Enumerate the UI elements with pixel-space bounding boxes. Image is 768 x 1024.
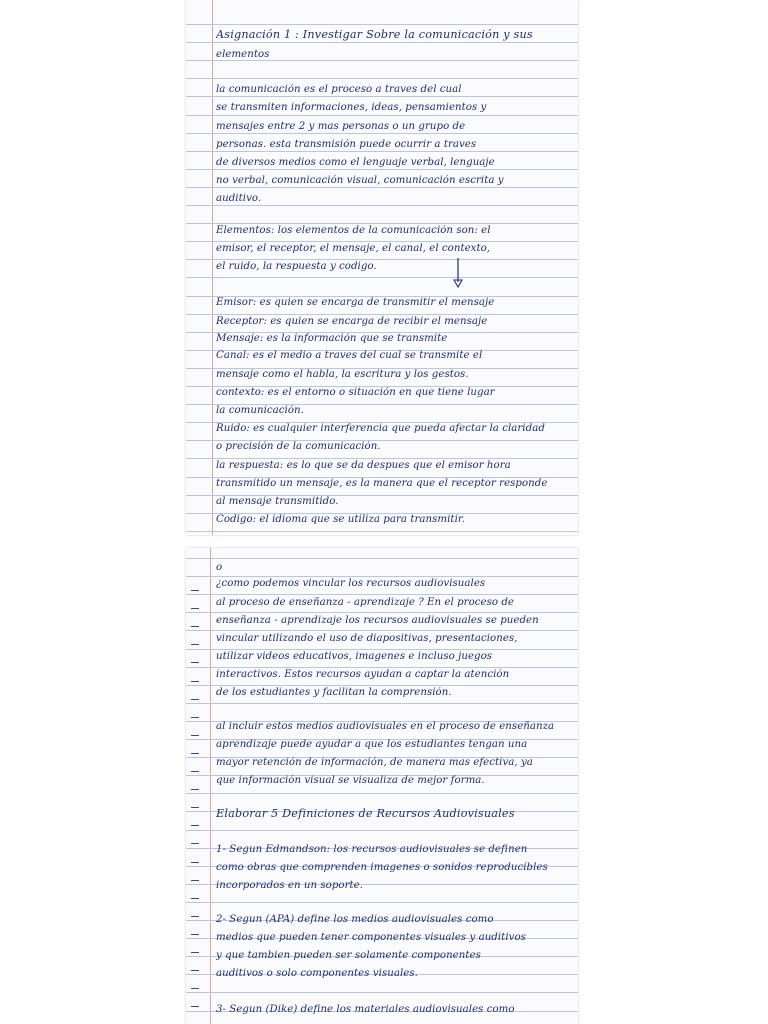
definition-line: Emisor: es quien se encarga de transmitir el mensaje [216,297,495,308]
definition-line: al mensaje transmitido. [216,496,339,507]
intro-line: mensajes entre 2 y mas personas o un grupo de [216,121,466,132]
intro-line: de diversos medios como el lenguaje verbal, lenguaje [216,157,495,168]
ruling-line [186,187,578,188]
ruling-line [186,96,578,97]
ruling-line [186,793,578,794]
assignment-title-cont: elementos [216,49,270,60]
ruling-line [186,115,578,116]
definition-line: y que tambien pueden ser solamente componentes [216,950,481,961]
margin-dash [191,825,199,826]
ruling-line [186,594,578,595]
definition-line: Receptor: es quien se encarga de recibir el mensaje [216,316,488,327]
margin-dash [191,771,199,772]
elements-line: Elementos: los elementos de la comunicación son: el [216,225,491,236]
ruling-line [186,685,578,686]
section-heading: Elaborar 5 Definiciones de Recursos Audiovisuales [216,808,515,820]
down-arrow-icon [452,258,464,288]
intro-line: la comunicación es el proceso a traves del cual [216,84,462,95]
definition-line: Ruido: es cualquier interferencia que pueda afectar la claridad [216,423,545,434]
paragraph-line: que información visual se visualiza de mejor forma. [216,775,485,786]
margin-dash [191,789,199,790]
ruling-line [186,314,578,315]
ruling-line [186,24,578,25]
margin-dash [191,753,199,754]
margin-dash [191,916,199,917]
margin-dash [191,807,199,808]
question-line: ¿como podemos vincular los recursos audiovisuales [216,578,486,589]
ruling-line [186,558,578,559]
margin-dashes [188,548,206,1024]
ruling-line [186,830,578,831]
definition-line: contexto: es el entorno o situación en que tiene lugar [216,387,495,398]
margin-dash [191,970,199,971]
margin-dash [191,898,199,899]
margin-dash [191,699,199,700]
question-line: de los estudiantes y facilitan la comprensión. [216,687,452,698]
ruling-line [186,42,578,43]
margin-dash [191,662,199,663]
question-line: al proceso de enseñanza - aprendizaje ? En el proceso de [216,597,514,608]
margin-dash [191,717,199,718]
notebook-page-2 [186,548,578,1024]
margin-dash [191,608,199,609]
margin-dash [191,988,199,989]
definition-line: mensaje como el habla, la escritura y los gestos. [216,369,469,380]
paragraph-line: al incluir estos medios audiovisuales en el proceso de enseñanza [216,721,555,732]
margin-rule [212,0,213,535]
margin-dash [191,681,199,682]
definition-line: la respuesta: es lo que se da despues que el emisor hora [216,460,511,471]
definition-line: 3- Segun (Dike) define los materiales audiovisuales como [216,1004,515,1015]
ruling-line [186,703,578,704]
notebook-page-1 [186,0,578,535]
ruling-line [186,223,578,224]
question-line: vincular utilizando el uso de diapositivas, presentaciones, [216,633,518,644]
intro-line: auditivo. [216,193,262,204]
ruling-line [186,576,578,577]
question-line: enseñanza - aprendizaje los recursos audiovisuales se pueden [216,615,539,626]
question-line: interactivos. Estos recursos ayudan a captar la atención [216,669,510,680]
definition-line: la comunicación. [216,405,304,416]
paragraph-line: mayor retención de información, de manera mas efectiva, ya [216,757,533,768]
margin-rule [210,548,211,1024]
ruling-line [186,205,578,206]
intro-line: no verbal, comunicación visual, comunicación escrita y [216,175,504,186]
elements-line: el ruido, la respuesta y codigo. [216,261,377,272]
definition-line: transmitido un mensaje, es la manera que el receptor responde [216,478,548,489]
paragraph-line: aprendizaje puede ayudar a que los estudiantes tengan una [216,739,528,750]
definition-line: o precisión de la comunicación. [216,441,381,452]
definition-line: como obras que comprenden imagenes o sonidos reproducibles [216,862,548,873]
definition-line: Canal: es el medio a traves del cual se transmite el [216,350,483,361]
definition-line: Mensaje: es la información que se transmite [216,333,448,344]
margin-dash [191,735,199,736]
ruling-line [186,992,578,993]
margin-dash [191,1006,199,1007]
margin-dash [191,843,199,844]
definition-line: 2- Segun (APA) define los medios audiovisuales como [216,914,494,925]
ruling-line [186,531,578,532]
definition-line: Codigo: el idioma que se utiliza para transmitir. [216,514,465,525]
definition-line: incorporados en un soporte. [216,880,364,891]
margin-dash [191,644,199,645]
ruling-line [186,630,578,631]
ruling-line [186,649,578,650]
definition-line: 1- Segun Edmandson: los recursos audiovisuales se definen [216,844,528,855]
ruling-line [186,667,578,668]
assignment-title: Asignación 1 : Investigar Sobre la comunicación y sus [216,29,533,41]
definition-line: auditivos o solo componentes visuales. [216,968,418,979]
ruling-line [186,902,578,903]
intro-line: personas. esta transmisión puede ocurrir a traves [216,139,477,150]
margin-dash [191,862,199,863]
ruling-line [186,78,578,79]
margin-dash [191,880,199,881]
definition-line: medios que pueden tener componentes visuales y auditivos [216,932,526,943]
elements-line: emisor, el receptor, el mensaje, el canal, el contexto, [216,243,491,254]
margin-dash [191,590,199,591]
corner-mark: o [216,562,223,573]
question-line: utilizar videos educativos, imagenes e incluso juegos [216,651,493,662]
ruling-line [186,612,578,613]
margin-dash [191,934,199,935]
intro-line: se transmiten informaciones, ideas, pensamientos y [216,102,487,113]
margin-dash [191,952,199,953]
margin-dash [191,626,199,627]
ruling-line [186,277,578,278]
